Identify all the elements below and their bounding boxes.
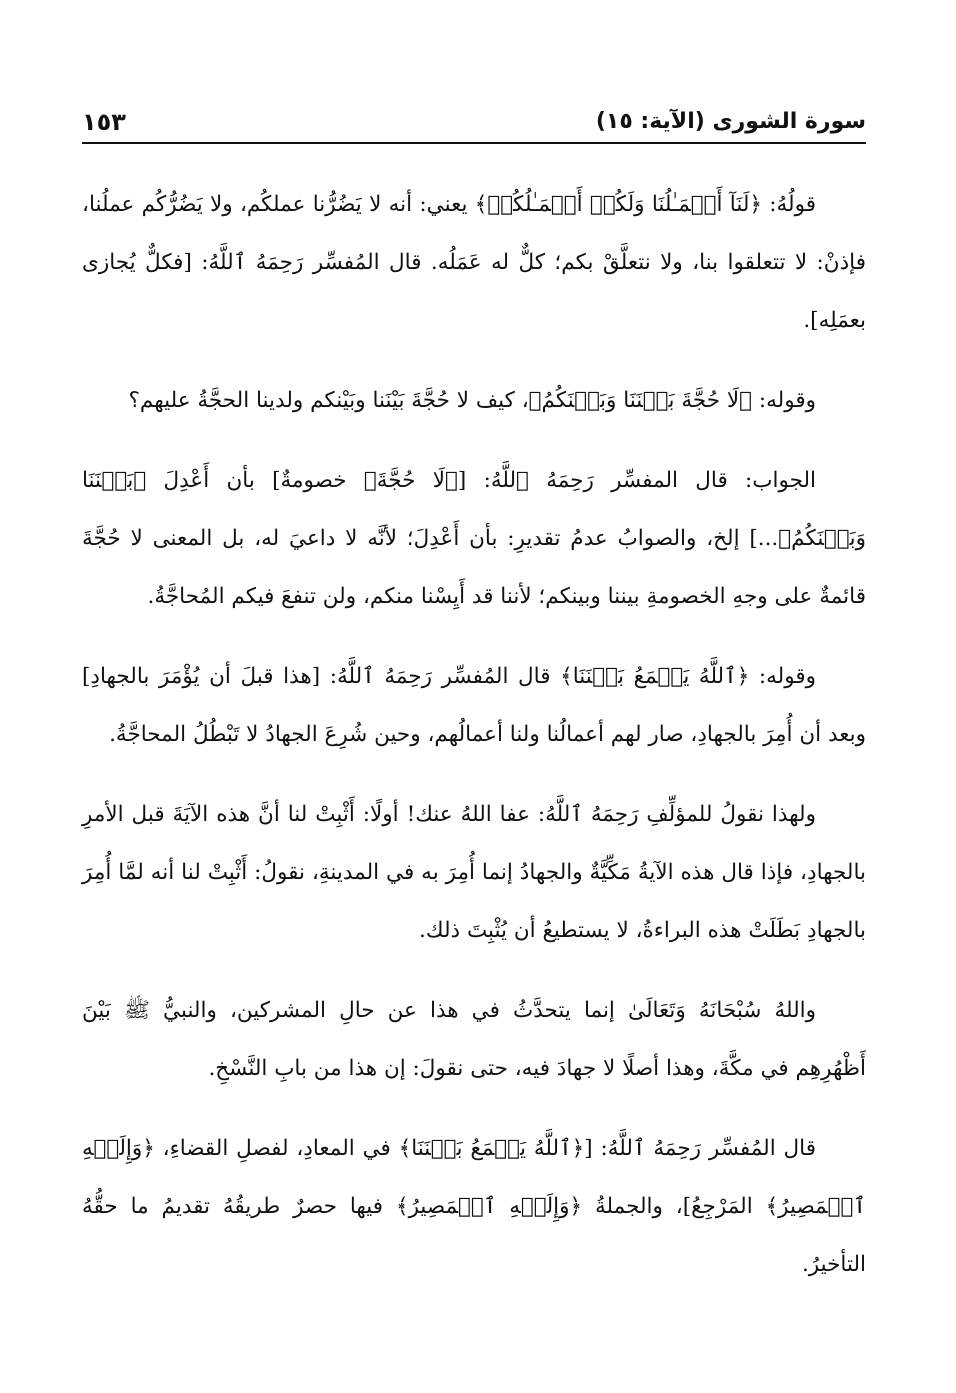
paragraph-1: قولُهُ: ﴿لَنَآ أَعۡمَـٰلُنَا وَلَكُمۡ أَعۡمَـٰلُكُمۡ﴾ يعني: أنه لا يَضُرُّنا عملكُم، ولا يَضُرُّكُم عملُنا، فإذنْ: لا تتعلقوا بنا، ولا نتعلَّقْ بكم؛ كلٌّ له عَمَلُه. قال المُفسِّر رَحِمَهُ ٱللَّهُ: [فكلٌّ يُجازى بعمَلِه]. xyxy=(82,192,866,333)
page-header xyxy=(82,96,866,136)
paragraph-6: واللهُ سُبْحَانَهُ وَتَعَالَىٰ إنما يتحدَّثُ في هذا عن حالِ المشركين، والنبيُّ ﷺ بَيْنَ أَظْهُرِهِم في مكَّةَ، وهذا أصلًا لا جهادَ فيه، حتى نقولَ: إن هذا من بابِ النَّسْخِ. xyxy=(82,998,866,1081)
page-body xyxy=(82,176,866,1316)
running-header-title: سورة الشورى (الآية: ١٥) xyxy=(595,109,866,134)
paragraph-3: الجواب: قال المفسِّر رَحِمَهُ ٱللَّهُ: [﴿لَا حُجَّةَ﴾ خصومةٌ] بأن أَعْدِلَ ﴿بَيۡنَنَا وَبَيۡنَكُمُ﴾...] إلخ، والصوابُ عدمُ تقديرِ: بأن أَعْدِلَ؛ لأنَّه لا داعيَ له، بل المعنى لا حُجَّةَ قائمةٌ على وجهِ الخصومةِ بيننا وبينكم؛ لأننا قد أَيِسْنا منكم، ولن تنفعَ فيكم المُحاجَّةُ. xyxy=(82,468,866,609)
paragraph-5: ولهذا نقولُ للمؤلِّفِ رَحِمَهُ ٱللَّهُ: عفا اللهُ عنك! أولًا: أَثْبِتْ لنا أنَّ هذه الآيَةَ قبل الأمرِ بالجهادِ، فإذا قال هذه الآيةُ مَكِّيَّةٌ والجهادُ إنما أُمِرَ به في المدينةِ، نقولُ: أَثْبِتْ لنا أنه لمَّا أُمِرَ بالجهادِ بَطَلَتْ هذه البراءةُ، لا يستطيعُ أن يُثْبِتَ ذلك. xyxy=(82,802,866,943)
paragraph-4: وقوله: ﴿ٱللَّهُ يَجۡمَعُ بَيۡنَنَا﴾ قال المُفسِّر رَحِمَهُ ٱللَّهُ: [هذا قبلَ أن يُؤْمَرَ بالجهادِ] وبعد أن أُمِرَ بالجهادِ، صار لهم أعمالُنا ولنا أعمالُهم، وحين شُرِعَ الجهادُ لا تَبْطُلُ المحاجَّةُ. xyxy=(82,664,866,747)
paragraph-2: وقوله: ﴿لَا حُجَّةَ بَيۡنَنَا وَبَيۡنَكُمُ﴾، كيف لا حُجَّةَ بَيْنَنا وبَيْنكم ولدينا الحجَّةُ عليهم؟ xyxy=(128,388,816,413)
paragraph-7: قال المُفسِّر رَحِمَهُ ٱللَّهُ: [﴿ٱللَّهُ يَجۡمَعُ بَيۡنَنَا﴾ في المعادِ، لفصلِ القضاءِ، ﴿وَإِلَيۡهِ ٱلۡمَصِيرُ﴾ المَرْجِعُ]، والجملةُ ﴿وَإِلَيۡهِ ٱلۡمَصِيرُ﴾ فيها حصرٌ طريقُهُ تقديمُ ما حقُّهُ التأخيرُ. xyxy=(82,1136,866,1277)
page-number: ١٥٣ xyxy=(82,108,126,136)
header-divider xyxy=(82,142,866,144)
